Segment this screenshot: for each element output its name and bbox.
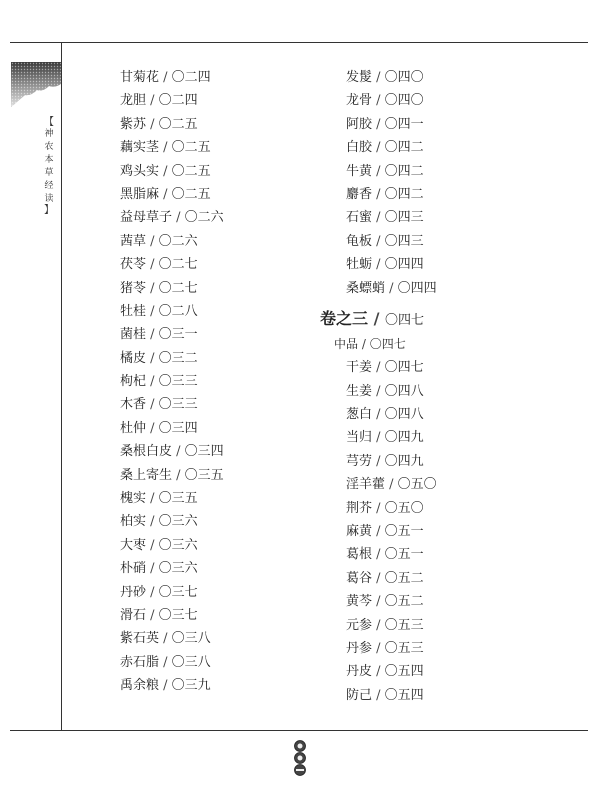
- entry-separator: /: [372, 383, 385, 399]
- entry-separator: /: [372, 524, 385, 540]
- entry-name: 大枣: [120, 537, 147, 553]
- entry-name: 元参: [346, 617, 373, 633]
- toc-entry: [320, 380, 437, 403]
- title-char: 草: [44, 168, 54, 178]
- entry-page-number: 〇三六: [158, 561, 198, 577]
- entry-page-number: 〇二七: [158, 280, 198, 296]
- entry-name: 木香: [120, 397, 147, 413]
- entry-page-number: 〇四七: [369, 336, 406, 351]
- title-char: 神: [44, 129, 54, 139]
- entry-page-number: 〇五〇: [384, 500, 424, 516]
- page-number-emblem: [291, 740, 309, 776]
- entry-page-number: 〇三九: [171, 678, 211, 694]
- decorative-texture: [11, 62, 61, 107]
- entry-name: 槐实: [120, 491, 147, 507]
- entry-name: 滑石: [120, 607, 147, 623]
- entry-separator: /: [372, 140, 385, 156]
- entry-page-number: 〇二五: [171, 140, 211, 156]
- entry-page-number: 〇三四: [158, 420, 198, 436]
- entry-separator: /: [146, 257, 159, 273]
- entry-page-number: 〇三七: [158, 584, 198, 600]
- entry-name: 干姜: [346, 360, 373, 376]
- entry-name: 牡桂: [120, 303, 147, 319]
- toc-entry: [320, 136, 437, 159]
- toc-entry: [120, 464, 224, 487]
- entry-separator: /: [372, 70, 385, 85]
- entry-separator: /: [146, 491, 159, 507]
- section-heading: [320, 333, 437, 356]
- entry-page-number: 〇四二: [384, 186, 424, 202]
- entry-page-number: 〇三二: [158, 350, 198, 366]
- entry-separator: /: [172, 444, 185, 460]
- entry-page-number: 〇二六: [158, 233, 198, 249]
- entry-separator: /: [372, 116, 385, 132]
- entry-separator: /: [372, 594, 385, 610]
- entry-page-number: 〇三三: [158, 374, 198, 390]
- entry-separator: /: [159, 678, 172, 694]
- entry-name: 杜仲: [120, 420, 147, 436]
- entry-name: 麻黄: [346, 524, 373, 540]
- margin-rule: [61, 42, 62, 731]
- entry-page-number: 〇二四: [158, 93, 198, 109]
- entry-page-number: 〇三八: [171, 631, 211, 647]
- toc-entry: [120, 253, 224, 276]
- entry-separator: /: [372, 617, 385, 633]
- entry-name: 防己: [346, 687, 373, 703]
- entry-page-number: 〇二七: [158, 257, 198, 273]
- entry-separator: /: [159, 140, 172, 156]
- entry-name: 生姜: [346, 383, 373, 399]
- entry-page-number: 〇四九: [384, 453, 424, 469]
- toc-entry: [320, 637, 437, 660]
- toc-entry: [120, 487, 224, 510]
- entry-name: 鸡头实: [120, 163, 160, 179]
- toc-entry: [120, 113, 224, 136]
- entry-page-number: 〇五一: [384, 547, 424, 563]
- entry-name: 淫羊藿: [346, 477, 386, 493]
- entry-page-number: 〇三一: [158, 327, 198, 343]
- toc-entry: [120, 230, 224, 253]
- entry-page-number: 〇四〇: [384, 93, 424, 109]
- toc-entry: [320, 590, 437, 613]
- entry-name: 发髲: [346, 70, 373, 85]
- entry-page-number: 〇二五: [171, 163, 211, 179]
- toc-entry: [120, 651, 224, 674]
- entry-page-number: 〇五四: [384, 687, 424, 703]
- title-char: 经: [44, 181, 54, 191]
- entry-name: 芎劳: [346, 453, 373, 469]
- entry-separator: /: [159, 163, 172, 179]
- toc-entry: [320, 450, 437, 473]
- entry-separator: /: [372, 430, 385, 446]
- entry-page-number: 〇四二: [384, 140, 424, 156]
- toc-entry: [120, 674, 224, 697]
- entry-page-number: 〇二八: [158, 303, 198, 319]
- entry-separator: /: [146, 514, 159, 530]
- entry-separator: /: [372, 407, 385, 423]
- toc-entry: [120, 136, 224, 159]
- entry-page-number: 〇五二: [384, 570, 424, 586]
- running-title: [44, 118, 54, 216]
- entry-name: 葛谷: [346, 570, 373, 586]
- entry-name: 菌桂: [120, 327, 147, 343]
- entry-separator: /: [385, 477, 398, 493]
- toc-entry: [320, 277, 437, 300]
- entry-separator: /: [372, 186, 385, 202]
- entry-name: 柏实: [120, 514, 147, 530]
- entry-page-number: 〇四八: [384, 407, 424, 423]
- entry-name: 桑根白皮: [120, 444, 173, 460]
- entry-separator: /: [146, 350, 159, 366]
- entry-name: 荆芥: [346, 500, 373, 516]
- toc-entry: [120, 534, 224, 557]
- entry-name: 黄芩: [346, 594, 373, 610]
- entry-name: 当归: [346, 430, 373, 446]
- entry-separator: /: [372, 93, 385, 109]
- toc-entry: [120, 347, 224, 370]
- toc-entry: [320, 684, 437, 707]
- toc-entry: [320, 66, 437, 89]
- entry-name: 龙骨: [346, 93, 373, 109]
- entry-separator: /: [372, 570, 385, 586]
- entry-name: 藕实茎: [120, 140, 160, 156]
- toc-entry: [120, 206, 224, 229]
- entry-page-number: 〇三四: [184, 444, 224, 460]
- toc-entry: [320, 660, 437, 683]
- entry-page-number: 〇二四: [171, 70, 211, 85]
- toc-entry: [320, 567, 437, 590]
- entry-page-number: 〇二六: [184, 210, 224, 226]
- entry-page-number: 〇三六: [158, 537, 198, 553]
- entry-page-number: 〇三七: [158, 607, 198, 623]
- entry-separator: /: [146, 584, 159, 600]
- entry-name: 赤石脂: [120, 654, 160, 670]
- entry-separator: /: [146, 116, 159, 132]
- entry-page-number: 〇三三: [158, 397, 198, 413]
- entry-page-number: 〇四一: [384, 116, 424, 132]
- toc-entry: [120, 160, 224, 183]
- entry-name: 丹参: [346, 640, 373, 656]
- title-char: 读: [44, 194, 54, 204]
- entry-name: 葛根: [346, 547, 373, 563]
- entry-separator: /: [372, 257, 385, 273]
- entry-name: 甘菊花: [120, 70, 160, 85]
- entry-name: 龙胆: [120, 93, 147, 109]
- entry-name: 中品: [334, 336, 359, 351]
- entry-separator: /: [159, 70, 172, 85]
- entry-name: 丹皮: [346, 664, 373, 680]
- entry-page-number: 〇三五: [158, 491, 198, 507]
- bottom-rule: [10, 730, 588, 731]
- toc-entry: [320, 206, 437, 229]
- toc-entry: [320, 89, 437, 112]
- entry-separator: /: [146, 93, 159, 109]
- entry-separator: /: [385, 280, 398, 296]
- entry-separator: /: [146, 561, 159, 577]
- entry-page-number: 〇四三: [384, 210, 424, 226]
- entry-name: 枸杞: [120, 374, 147, 390]
- entry-name: 茯苓: [120, 257, 147, 273]
- entry-separator: /: [159, 654, 172, 670]
- entry-name: 茜草: [120, 233, 147, 249]
- close-bracket: 】: [44, 205, 54, 216]
- entry-page-number: 〇五三: [384, 617, 424, 633]
- entry-separator: /: [146, 420, 159, 436]
- entry-separator: /: [172, 210, 185, 226]
- entry-separator: /: [146, 233, 159, 249]
- entry-name: 桑螵蛸: [346, 280, 386, 296]
- volume-heading: [320, 305, 437, 333]
- top-rule: [10, 42, 588, 43]
- entry-page-number: 〇五二: [384, 594, 424, 610]
- entry-separator: /: [372, 360, 385, 376]
- entry-name: 益母草子: [120, 210, 173, 226]
- entry-name: 猪苓: [120, 280, 147, 296]
- toc-left-column: [120, 66, 224, 698]
- toc-entry: [320, 113, 437, 136]
- entry-separator: /: [372, 163, 385, 179]
- toc-entry: [320, 614, 437, 637]
- toc-entry: [320, 497, 437, 520]
- toc-entry: [120, 581, 224, 604]
- entry-separator: /: [146, 327, 159, 343]
- entry-separator: /: [159, 631, 172, 647]
- entry-separator: /: [172, 467, 185, 483]
- toc-entry: [120, 183, 224, 206]
- entry-separator: /: [358, 336, 370, 351]
- toc-entry: [320, 520, 437, 543]
- toc-entry: [320, 183, 437, 206]
- toc-entry: [120, 417, 224, 440]
- entry-separator: /: [146, 607, 159, 623]
- entry-name: 禹余粮: [120, 678, 160, 694]
- entry-page-number: 〇四七: [385, 312, 425, 328]
- entry-name: 橘皮: [120, 350, 147, 366]
- entry-name: 黑脂麻: [120, 186, 160, 202]
- toc-entry: [120, 557, 224, 580]
- toc-entry: [120, 370, 224, 393]
- entry-page-number: 〇四四: [397, 280, 437, 296]
- title-char: 农: [44, 142, 54, 152]
- entry-name: 卷之三: [320, 308, 369, 328]
- entry-separator: /: [368, 308, 385, 328]
- entry-separator: /: [146, 303, 159, 319]
- toc-entry: [120, 510, 224, 533]
- entry-separator: /: [159, 186, 172, 202]
- entry-page-number: 〇四二: [384, 163, 424, 179]
- toc-entry: [320, 426, 437, 449]
- entry-name: 桑上寄生: [120, 467, 173, 483]
- toc-entry: [120, 300, 224, 323]
- toc-entry: [120, 604, 224, 627]
- entry-name: 紫苏: [120, 116, 147, 132]
- entry-page-number: 〇四九: [384, 430, 424, 446]
- toc-entry: [320, 403, 437, 426]
- entry-separator: /: [372, 500, 385, 516]
- toc-entry: [120, 277, 224, 300]
- entry-page-number: 〇四〇: [384, 70, 424, 85]
- entry-name: 牡蛎: [346, 257, 373, 273]
- entry-page-number: 〇三五: [184, 467, 224, 483]
- title-char: 本: [44, 155, 54, 165]
- entry-page-number: 〇五四: [384, 664, 424, 680]
- toc-entry: [120, 66, 224, 89]
- entry-separator: /: [372, 547, 385, 563]
- open-bracket: 【: [44, 117, 54, 128]
- entry-name: 葱白: [346, 407, 373, 423]
- entry-name: 麝香: [346, 186, 373, 202]
- entry-separator: /: [146, 374, 159, 390]
- entry-page-number: 〇二五: [158, 116, 198, 132]
- entry-name: 阿胶: [346, 116, 373, 132]
- entry-separator: /: [372, 210, 385, 226]
- toc-entry: [120, 323, 224, 346]
- entry-page-number: 〇四七: [384, 360, 424, 376]
- entry-name: 牛黄: [346, 163, 373, 179]
- entry-page-number: 〇二五: [171, 186, 211, 202]
- entry-separator: /: [146, 280, 159, 296]
- entry-page-number: 〇四四: [384, 257, 424, 273]
- toc-entry: [120, 440, 224, 463]
- entry-separator: /: [372, 687, 385, 703]
- entry-separator: /: [372, 640, 385, 656]
- entry-name: 白胶: [346, 140, 373, 156]
- toc-entry: [320, 253, 437, 276]
- entry-page-number: 〇三八: [171, 654, 211, 670]
- entry-name: 朴硝: [120, 561, 147, 577]
- entry-page-number: 〇四八: [384, 383, 424, 399]
- entry-separator: /: [146, 537, 159, 553]
- entry-name: 龟板: [346, 233, 373, 249]
- entry-separator: /: [372, 233, 385, 249]
- entry-name: 紫石英: [120, 631, 160, 647]
- toc-entry: [320, 356, 437, 379]
- toc-entry: [320, 160, 437, 183]
- entry-name: 丹砂: [120, 584, 147, 600]
- toc-entry: [320, 473, 437, 496]
- entry-separator: /: [372, 453, 385, 469]
- entry-page-number: 〇四三: [384, 233, 424, 249]
- entry-page-number: 〇五三: [384, 640, 424, 656]
- entry-page-number: 〇五一: [384, 524, 424, 540]
- toc-entry: [120, 89, 224, 112]
- toc-entry: [320, 543, 437, 566]
- entry-page-number: 〇五〇: [397, 477, 437, 493]
- entry-separator: /: [146, 397, 159, 413]
- entry-separator: /: [372, 664, 385, 680]
- toc-entry: [320, 230, 437, 253]
- entry-name: 石蜜: [346, 210, 373, 226]
- toc-entry: [120, 393, 224, 416]
- toc-right-column: [320, 66, 437, 707]
- toc-entry: [120, 627, 224, 650]
- entry-page-number: 〇三六: [158, 514, 198, 530]
